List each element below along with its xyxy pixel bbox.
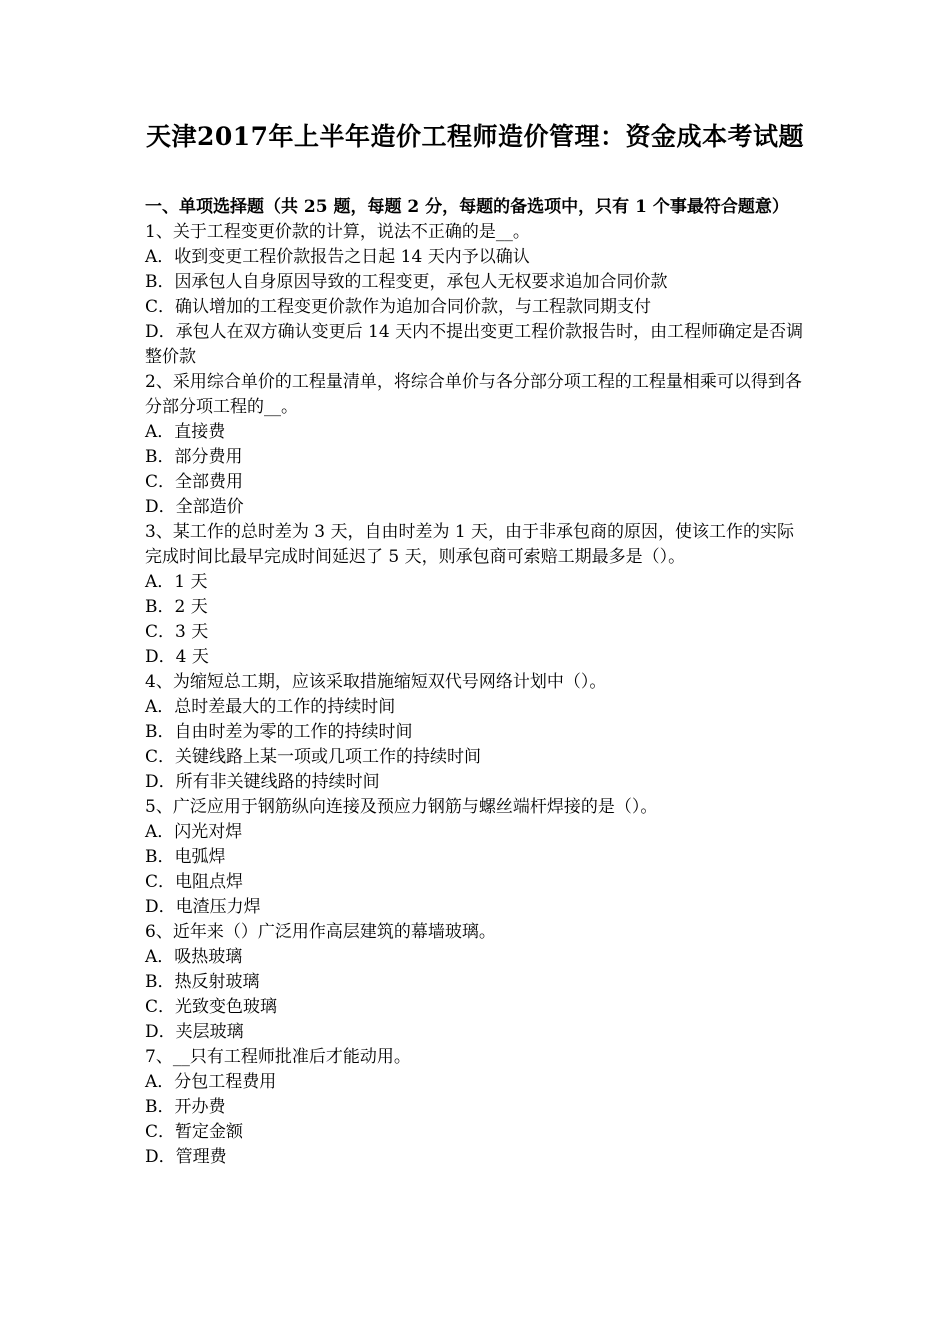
option-a: A．总时差最大的工作的持续时间 (145, 697, 396, 717)
option-b: B．2 天 (145, 597, 208, 617)
option-d: D．全部造价 (145, 497, 244, 517)
section-heading: 一、单项选择题（共 25 题，每题 2 分，每题的备选项中，只有 1 个事最符合题意） (145, 197, 789, 217)
option-a: A．收到变更工程价款报告之日起 14 天内予以确认 (145, 247, 530, 267)
option-b: B．因承包人自身原因导致的工程变更，承包人无权要求追加合同价款 (145, 272, 668, 292)
option-c: C．全部费用 (145, 472, 244, 492)
option-b: B．电弧焊 (145, 847, 226, 867)
question-2 (145, 370, 810, 520)
question-stem: 4、为缩短总工期，应该采取措施缩短双代号网络计划中（）。 (145, 672, 607, 692)
option-b: B．开办费 (145, 1097, 226, 1117)
option-b: B．热反射玻璃 (145, 972, 260, 992)
question-stem: 2、采用综合单价的工程量清单，将综合单价与各分部分项工程的工程量相乘可以得到各分部分项工程的__。 (145, 372, 802, 417)
option-a: A．直接费 (145, 422, 226, 442)
option-c: C．电阻点焊 (145, 872, 244, 892)
option-c: C．暂定金额 (145, 1122, 244, 1142)
document-title: 天津2017年上半年造价工程师造价管理：资金成本考试题 (145, 122, 805, 151)
option-d: D．承包人在双方确认变更后 14 天内不提出变更工程价款报告时，由工程师确定是否调整价款 (145, 322, 804, 367)
question-3 (145, 520, 810, 670)
option-a: A．1 天 (145, 572, 208, 592)
option-b: B．自由时差为零的工作的持续时间 (145, 722, 413, 742)
option-d: D．管理费 (145, 1147, 227, 1167)
option-a: A．闪光对焊 (145, 822, 243, 842)
document-body (145, 195, 810, 1170)
question-stem: 3、某工作的总时差为 3 天，自由时差为 1 天，由于非承包商的原因，使该工作的实际完成时间比最早完成时间延迟了 5 天，则承包商可索赔工期最多是（）。 (145, 522, 795, 567)
question-7 (145, 1045, 810, 1170)
option-c: C．确认增加的工程变更价款作为追加合同价款，与工程款同期支付 (145, 297, 652, 317)
option-d: D．电渣压力焊 (145, 897, 261, 917)
question-stem: 7、__只有工程师批准后才能动用。 (145, 1047, 411, 1067)
option-c: C．光致变色玻璃 (145, 997, 278, 1017)
option-d: D．夹层玻璃 (145, 1022, 244, 1042)
option-c: C．3 天 (145, 622, 209, 642)
option-a: A．吸热玻璃 (145, 947, 243, 967)
question-stem: 1、关于工程变更价款的计算，说法不正确的是__。 (145, 222, 530, 242)
option-a: A．分包工程费用 (145, 1072, 277, 1092)
option-b: B．部分费用 (145, 447, 243, 467)
question-stem: 5、广泛应用于钢筋纵向连接及预应力钢筋与螺丝端杆焊接的是（）。 (145, 797, 658, 817)
question-4 (145, 670, 810, 795)
option-d: D．所有非关键线路的持续时间 (145, 772, 380, 792)
question-5 (145, 795, 810, 920)
question-1 (145, 220, 810, 370)
option-c: C．关键线路上某一项或几项工作的持续时间 (145, 747, 482, 767)
question-6 (145, 920, 810, 1045)
question-stem: 6、近年来（）广泛用作高层建筑的幕墙玻璃。 (145, 922, 496, 942)
option-d: D．4 天 (145, 647, 209, 667)
